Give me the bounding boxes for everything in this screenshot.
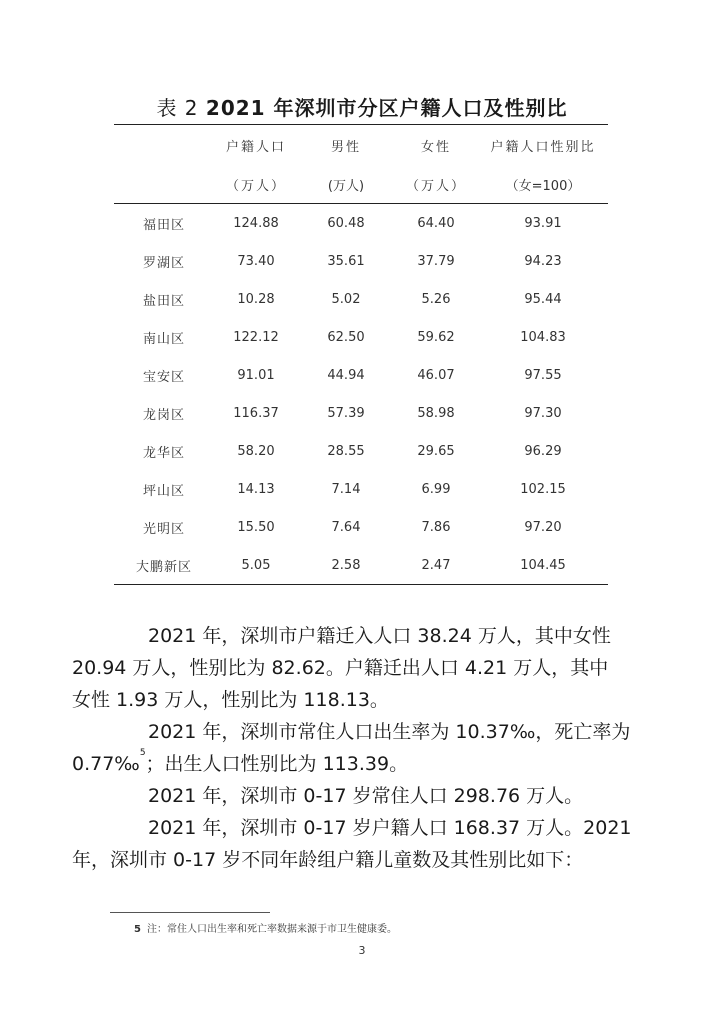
value-cell: 15.50 <box>237 519 275 535</box>
text-span: 2021 年，深圳市常住人口出生率为 10.37‰，死亡率为 <box>148 721 631 743</box>
table-row <box>114 394 608 432</box>
header-cell: （万人） <box>214 165 298 204</box>
table-row <box>114 432 608 470</box>
value-cell: 93.91 <box>524 215 562 231</box>
value-cell: 97.20 <box>524 519 562 535</box>
text-line <box>110 620 616 652</box>
value-cell: 116.37 <box>233 405 279 421</box>
population-table <box>114 124 608 585</box>
value-cell: 37.79 <box>417 253 455 269</box>
header-cell: 男性 <box>298 125 394 166</box>
header-cell <box>114 125 214 166</box>
text-span: 2021 年，深圳市 0-17 岁常住人口 298.76 万人。 <box>148 785 584 807</box>
value-cell: 58.98 <box>417 405 455 421</box>
text-line <box>110 812 632 844</box>
value-cell: 29.65 <box>417 443 455 459</box>
value-cell: 122.12 <box>233 329 279 345</box>
value-cell: 95.44 <box>524 291 562 307</box>
value-cell: 5.26 <box>421 291 451 307</box>
text-line <box>110 716 631 748</box>
value-cell: 7.64 <box>331 519 361 535</box>
table-row <box>114 356 608 394</box>
value-cell: 96.29 <box>524 443 562 459</box>
district-name-cell: 大鹏新区 <box>114 546 214 585</box>
value-cell: 62.50 <box>327 329 365 345</box>
header-cell: (万人) <box>298 165 394 204</box>
value-cell: 102.15 <box>520 481 566 497</box>
table-row <box>114 508 608 546</box>
header-cell <box>114 165 214 204</box>
value-cell: 73.40 <box>237 253 275 269</box>
header-cell: 女性 <box>394 125 478 166</box>
value-cell: 60.48 <box>327 215 365 231</box>
value-cell: 97.30 <box>524 405 562 421</box>
district-name-cell: 南山区 <box>142 331 185 347</box>
value-cell: 10.28 <box>237 291 275 307</box>
value-cell: 46.07 <box>417 367 455 383</box>
header-cell: 户籍人口 <box>214 125 298 166</box>
header-cell: （万人） <box>394 165 478 204</box>
table-row <box>114 470 608 508</box>
footnote-reference: 5 <box>139 748 146 758</box>
table-row <box>114 546 608 585</box>
district-name-cell: 光明区 <box>142 521 185 537</box>
text-span: ；出生人口性别比为 113.39。 <box>145 753 409 775</box>
text-span: 0.77‰ <box>72 753 140 775</box>
value-cell: 14.13 <box>237 481 275 497</box>
value-cell: 6.99 <box>421 481 451 497</box>
table-title-main: 2021 年深圳市分区户籍人口及性别比 <box>205 96 568 120</box>
value-cell: 59.62 <box>417 329 455 345</box>
table-row <box>114 242 608 280</box>
district-name-cell: 罗湖区 <box>142 255 185 271</box>
district-name-cell: 坪山区 <box>142 483 185 499</box>
footnote <box>134 920 397 935</box>
value-cell: 7.86 <box>421 519 451 535</box>
value-cell: 104.83 <box>520 329 566 345</box>
text-line <box>72 748 616 780</box>
table-row <box>114 280 608 318</box>
table-title-prefix: 表 2 <box>156 96 206 120</box>
table-title <box>0 92 724 121</box>
value-cell: 5.05 <box>214 546 298 585</box>
value-cell: 28.55 <box>327 443 365 459</box>
footnote-mark: 5 <box>134 924 141 935</box>
value-cell: 57.39 <box>327 405 365 421</box>
table-row <box>114 318 608 356</box>
header-cell: （女=100） <box>478 165 608 204</box>
header-cell: 户籍人口性别比 <box>478 125 608 166</box>
value-cell: 35.61 <box>327 253 365 269</box>
text-line: 女性 1.93 万人，性别比为 118.13。 <box>72 689 389 711</box>
text-line: 年，深圳市 0-17 岁不同年龄组户籍儿童数及其性别比如下： <box>72 849 584 871</box>
footnote-text: 注：常住人口出生率和死亡率数据来源于市卫生健康委。 <box>146 924 397 935</box>
value-cell: 58.20 <box>237 443 275 459</box>
text-line <box>110 780 616 812</box>
value-cell: 7.14 <box>331 481 361 497</box>
value-cell: 2.47 <box>394 546 478 585</box>
table-header-row-top <box>114 125 608 166</box>
text-span: 2021 年，深圳市 0-17 岁户籍人口 168.37 万人。2021 <box>148 817 632 839</box>
page-number: 3 <box>358 944 366 957</box>
value-cell: 94.23 <box>524 253 562 269</box>
district-name-cell: 宝安区 <box>142 369 185 385</box>
district-name-cell: 龙华区 <box>142 445 185 461</box>
district-name-cell: 龙岗区 <box>142 407 185 423</box>
value-cell: 97.55 <box>524 367 562 383</box>
district-name-cell: 盐田区 <box>142 293 185 309</box>
district-name-cell: 福田区 <box>142 217 185 233</box>
text-span: 2021 年，深圳市户籍迁入人口 38.24 万人，其中女性 <box>148 625 611 647</box>
text-line: 20.94 万人，性别比为 82.62。户籍迁出人口 4.21 万人，其中 <box>72 657 609 679</box>
body-text <box>72 620 632 876</box>
table-header-row-bottom <box>114 165 608 204</box>
value-cell: 44.94 <box>327 367 365 383</box>
value-cell: 2.58 <box>298 546 394 585</box>
table-row <box>114 204 608 243</box>
value-cell: 64.40 <box>417 215 455 231</box>
value-cell: 104.45 <box>478 546 608 585</box>
value-cell: 91.01 <box>237 367 275 383</box>
footnote-divider <box>110 912 270 913</box>
value-cell: 5.02 <box>331 291 361 307</box>
value-cell: 124.88 <box>233 215 279 231</box>
